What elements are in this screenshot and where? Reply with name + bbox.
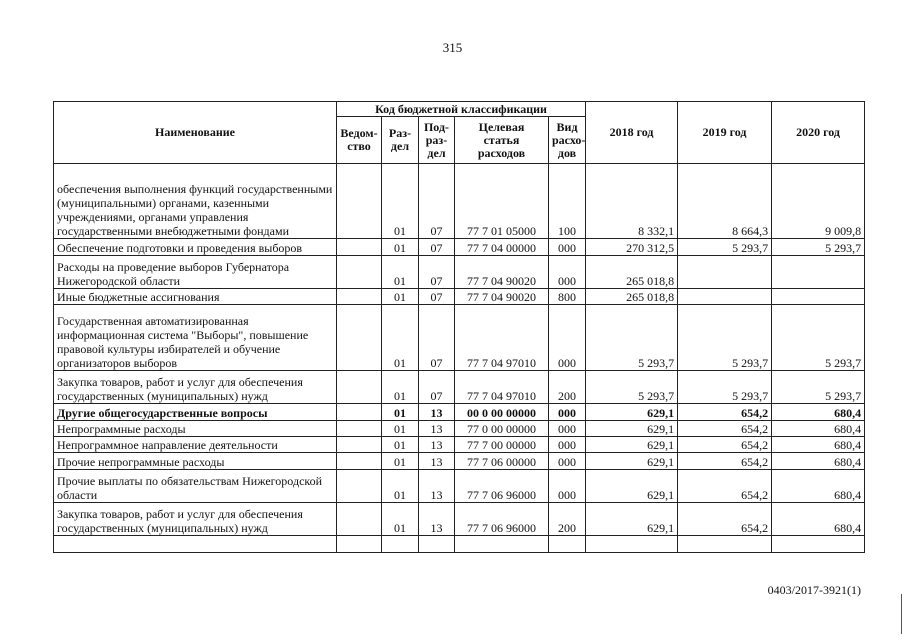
cell-exp-type: 100 [549,164,586,239]
empty-cell [455,536,549,553]
cell-dept [337,404,382,421]
cell-section: 01 [382,371,419,404]
cell-target: 00 0 00 00000 [455,404,549,421]
cell-2018: 8 332,1 [586,164,678,239]
cell-2020 [772,289,865,305]
cell-subsection: 13 [419,421,455,437]
table-body [54,164,865,553]
row-name: Обеспечение подготовки и проведения выборов [54,239,337,256]
cell-2019: 654,2 [678,503,772,536]
header-code-group: Код бюджетной классификации [337,102,586,117]
cell-subsection: 07 [419,305,455,371]
table-row [54,289,865,305]
header-exp-type: Вид расхо- дов [549,117,586,164]
table-row [54,305,865,371]
cell-section: 01 [382,437,419,453]
header-target: Целевая статья расходов [455,117,549,164]
cell-2020: 5 293,7 [772,239,865,256]
table-row [54,371,865,404]
cell-subsection: 13 [419,503,455,536]
row-name: Расходы на проведение выборов Губернатора Нижегородской области [54,256,337,289]
cell-subsection: 07 [419,371,455,404]
cell-exp-type: 000 [549,305,586,371]
row-name: Иные бюджетные ассигнования [54,289,337,305]
budget-table [53,101,865,553]
cell-section: 01 [382,421,419,437]
cell-dept [337,256,382,289]
cell-dept [337,421,382,437]
cell-section: 01 [382,503,419,536]
page-number: 315 [442,40,463,55]
cell-2020: 680,4 [772,470,865,503]
cell-2020: 5 293,7 [772,371,865,404]
cell-section: 01 [382,305,419,371]
cell-2020: 680,4 [772,404,865,421]
cell-2019: 5 293,7 [678,305,772,371]
cell-dept [337,453,382,470]
table-row [54,164,865,239]
cell-subsection: 13 [419,437,455,453]
cell-2018: 629,1 [586,503,678,536]
cell-section: 01 [382,453,419,470]
cell-subsection: 07 [419,239,455,256]
empty-cell [586,536,678,553]
cell-section: 01 [382,470,419,503]
row-name: Прочие выплаты по обязательствам Нижегородской области [54,470,337,503]
table-row [54,453,865,470]
cell-target: 77 7 04 97010 [455,305,549,371]
cell-2018: 629,1 [586,470,678,503]
cell-2019: 5 293,7 [678,239,772,256]
row-name: Государственная автоматизированная информационная система "Выборы", повышение правовой культуры избирателей и обучение организаторов выборов [54,305,337,371]
cell-2020: 680,4 [772,437,865,453]
empty-cell [337,536,382,553]
cell-target: 77 7 06 00000 [455,453,549,470]
cell-section: 01 [382,289,419,305]
cell-2019: 654,2 [678,421,772,437]
cell-target: 77 7 06 96000 [455,470,549,503]
row-name: Непрограммное направление деятельности [54,437,337,453]
cell-target: 77 7 00 00000 [455,437,549,453]
cell-2018: 265 018,8 [586,256,678,289]
cell-section: 01 [382,164,419,239]
cell-subsection: 13 [419,404,455,421]
table-row [54,470,865,503]
table-row [54,239,865,256]
cell-exp-type: 800 [549,289,586,305]
cell-2019 [678,256,772,289]
row-name: Прочие непрограммные расходы [54,453,337,470]
cell-exp-type: 000 [549,404,586,421]
cell-dept [337,437,382,453]
row-name: Непрограммные расходы [54,421,337,437]
row-name: Закупка товаров, работ и услуг для обеспечения государственных (муниципальных) нужд [54,371,337,404]
cell-dept [337,371,382,404]
cell-2019: 654,2 [678,404,772,421]
cell-subsection: 07 [419,289,455,305]
empty-cell [772,536,865,553]
cell-2020 [772,256,865,289]
cell-target: 77 7 04 00000 [455,239,549,256]
table-row [54,503,865,536]
cell-section: 01 [382,239,419,256]
cell-exp-type: 000 [549,437,586,453]
cell-2019: 654,2 [678,453,772,470]
cell-dept [337,503,382,536]
empty-cell [382,536,419,553]
cell-2019: 5 293,7 [678,371,772,404]
table-row [54,256,865,289]
cell-target: 77 7 04 97010 [455,371,549,404]
empty-cell [678,536,772,553]
cell-exp-type: 000 [549,256,586,289]
cell-target: 77 0 00 00000 [455,421,549,437]
cell-2020: 680,4 [772,453,865,470]
cell-target: 77 7 01 05000 [455,164,549,239]
cell-2020: 680,4 [772,421,865,437]
cell-2019: 8 664,3 [678,164,772,239]
empty-cell [549,536,586,553]
cell-2019: 654,2 [678,437,772,453]
cell-2020: 680,4 [772,503,865,536]
cell-subsection: 07 [419,164,455,239]
cell-exp-type: 000 [549,421,586,437]
cell-subsection: 13 [419,470,455,503]
header-row-1 [54,102,865,117]
cell-subsection: 07 [419,256,455,289]
cell-dept [337,470,382,503]
header-section: Раз- дел [382,117,419,164]
cell-2018: 629,1 [586,404,678,421]
header-2020: 2020 год [772,102,865,164]
cell-2020: 9 009,8 [772,164,865,239]
cell-2019: 654,2 [678,470,772,503]
cell-exp-type: 000 [549,239,586,256]
cell-2018: 270 312,5 [586,239,678,256]
empty-cell [419,536,455,553]
cell-dept [337,305,382,371]
table-row-empty [54,536,865,553]
cell-dept [337,164,382,239]
empty-cell [54,536,337,553]
cell-dept [337,239,382,256]
header-subsection: Под- раз- дел [419,117,455,164]
header-name: Наименование [54,102,337,164]
table-row [54,404,865,421]
table-row [54,437,865,453]
document-code: 0403/2017-3921(1) [767,583,861,597]
cell-2018: 5 293,7 [586,371,678,404]
header-2018: 2018 год [586,102,678,164]
cell-2020: 5 293,7 [772,305,865,371]
cell-2019 [678,289,772,305]
cell-2018: 5 293,7 [586,305,678,371]
cell-exp-type: 200 [549,503,586,536]
page-edge-line [901,594,902,634]
header-dept: Ведом- ство [337,117,382,164]
cell-target: 77 7 04 90020 [455,289,549,305]
cell-2018: 265 018,8 [586,289,678,305]
cell-section: 01 [382,404,419,421]
cell-target: 77 7 04 90020 [455,256,549,289]
cell-exp-type: 200 [549,371,586,404]
cell-2018: 629,1 [586,421,678,437]
cell-exp-type: 000 [549,470,586,503]
cell-exp-type: 000 [549,453,586,470]
table-row [54,421,865,437]
row-name: Другие общегосударственные вопросы [54,404,337,421]
header-2019: 2019 год [678,102,772,164]
cell-2018: 629,1 [586,453,678,470]
row-name: Закупка товаров, работ и услуг для обеспечения государственных (муниципальных) нужд [54,503,337,536]
cell-dept [337,289,382,305]
cell-section: 01 [382,256,419,289]
row-name: обеспечения выполнения функций государственными (муниципальными) органами, казенными учреждениями, органами управления государственными внебюджетными фондами [54,164,337,239]
cell-target: 77 7 06 96000 [455,503,549,536]
cell-2018: 629,1 [586,437,678,453]
cell-subsection: 13 [419,453,455,470]
